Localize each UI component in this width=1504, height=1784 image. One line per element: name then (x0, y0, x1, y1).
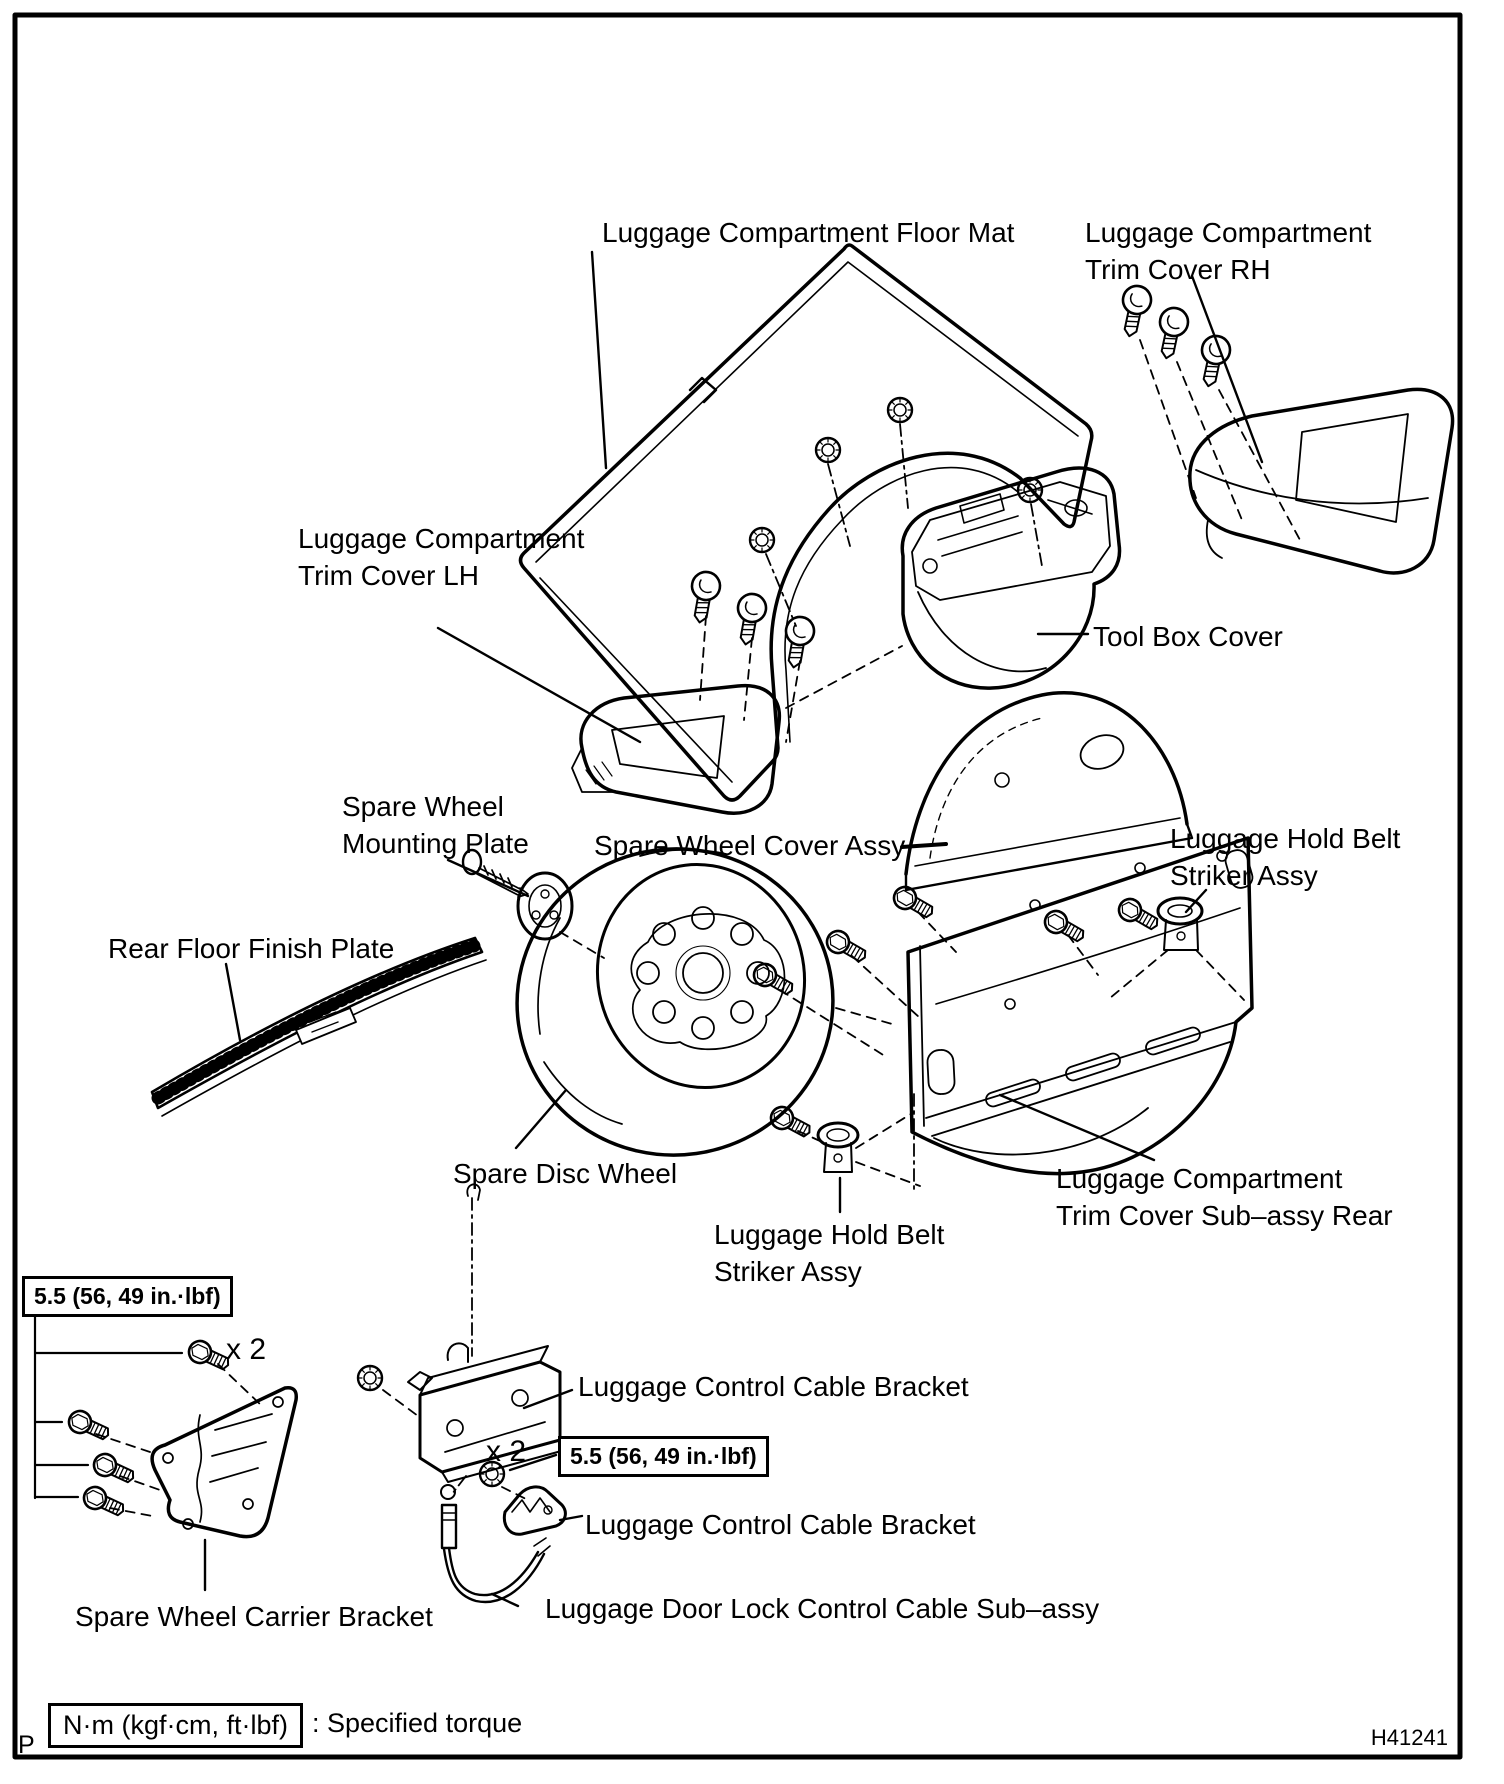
label-striker-right (1170, 820, 1400, 894)
hold-belt-striker-bottom-drawing (767, 1094, 920, 1212)
torque-spec-box-1: 5.5 (56, 49 in.·lbf) (22, 1276, 233, 1317)
label-striker-bottom-line2: Striker Assy (714, 1256, 862, 1287)
label-sub-assy-rear-line1: Luggage Compartment (1056, 1163, 1343, 1194)
label-striker-bottom-line1: Luggage Hold Belt (714, 1219, 945, 1250)
torque-bracket-line (35, 1314, 182, 1498)
floor-mat-drawing (521, 245, 1092, 800)
leader-spare-disc-wheel (516, 1090, 566, 1148)
quantity-x2-center: x 2 (486, 1435, 527, 1468)
leader-finish-plate (226, 964, 240, 1040)
label-mounting-plate-line1: Spare Wheel (342, 791, 504, 822)
label-mounting-plate (342, 788, 529, 862)
label-door-lock-cable: Luggage Door Lock Control Cable Sub–assy (545, 1593, 1100, 1624)
label-sub-assy-rear-line2: Trim Cover Sub–assy Rear (1056, 1200, 1393, 1231)
label-carrier-bracket: Spare Wheel Carrier Bracket (75, 1601, 433, 1632)
label-spare-wheel-cover: Spare Wheel Cover Assy (594, 830, 906, 861)
label-trim-cover-rh-line2: Trim Cover RH (1085, 254, 1271, 285)
label-spare-disc-wheel: Spare Disc Wheel (453, 1158, 678, 1189)
label-finish-plate: Rear Floor Finish Plate (108, 933, 395, 964)
label-tool-box-cover: Tool Box Cover (1093, 621, 1283, 652)
label-sub-assy-rear (1056, 1160, 1393, 1234)
label-trim-cover-lh-line2: Trim Cover LH (298, 560, 479, 591)
trim-cover-lh-drawing (438, 570, 902, 813)
torque-spec-box-2: 5.5 (56, 49 in.·lbf) (558, 1436, 769, 1477)
label-striker-right-line1: Luggage Hold Belt (1170, 823, 1401, 854)
spare-wheel-cover-drawing (902, 693, 1192, 890)
leader-trim-cover-rh (1192, 276, 1262, 462)
quantity-x2-left: x 2 (226, 1333, 267, 1366)
leader-sub-assy-rear (1000, 1095, 1154, 1160)
leader-spare-wheel-cover (902, 844, 946, 847)
page-marker: P (18, 1731, 35, 1759)
torque-legend-text: : Specified torque (312, 1708, 523, 1738)
leader-floor-mat (592, 252, 606, 468)
control-cable-bracket-upper-drawing (358, 1184, 572, 1494)
leader-cable-bracket-upper (524, 1390, 572, 1408)
trim-cover-rh-drawing (1116, 276, 1453, 573)
torque-legend-box: N·m (kgf·cm, ft·lbf) (48, 1703, 303, 1748)
label-trim-cover-lh (298, 520, 584, 594)
label-striker-right-line2: Striker Assy (1170, 860, 1318, 891)
label-cable-bracket-lower: Luggage Control Cable Bracket (585, 1509, 976, 1540)
leader-mounting-plate (448, 860, 528, 896)
label-striker-bottom (714, 1216, 944, 1290)
figure-code: H41241 (1370, 1725, 1448, 1750)
leader-trim-cover-lh (438, 628, 640, 742)
label-floor-mat: Luggage Compartment Floor Mat (602, 217, 1015, 248)
door-lock-control-cable-drawing (441, 1485, 550, 1606)
label-trim-cover-rh-line1: Luggage Compartment (1085, 217, 1372, 248)
label-mounting-plate-line2: Mounting Plate (342, 828, 529, 859)
label-trim-cover-rh (1085, 214, 1371, 288)
label-trim-cover-lh-line1: Luggage Compartment (298, 523, 585, 554)
label-cable-bracket-upper: Luggage Control Cable Bracket (578, 1371, 969, 1402)
hold-belt-striker-right-drawing (1041, 890, 1244, 1000)
